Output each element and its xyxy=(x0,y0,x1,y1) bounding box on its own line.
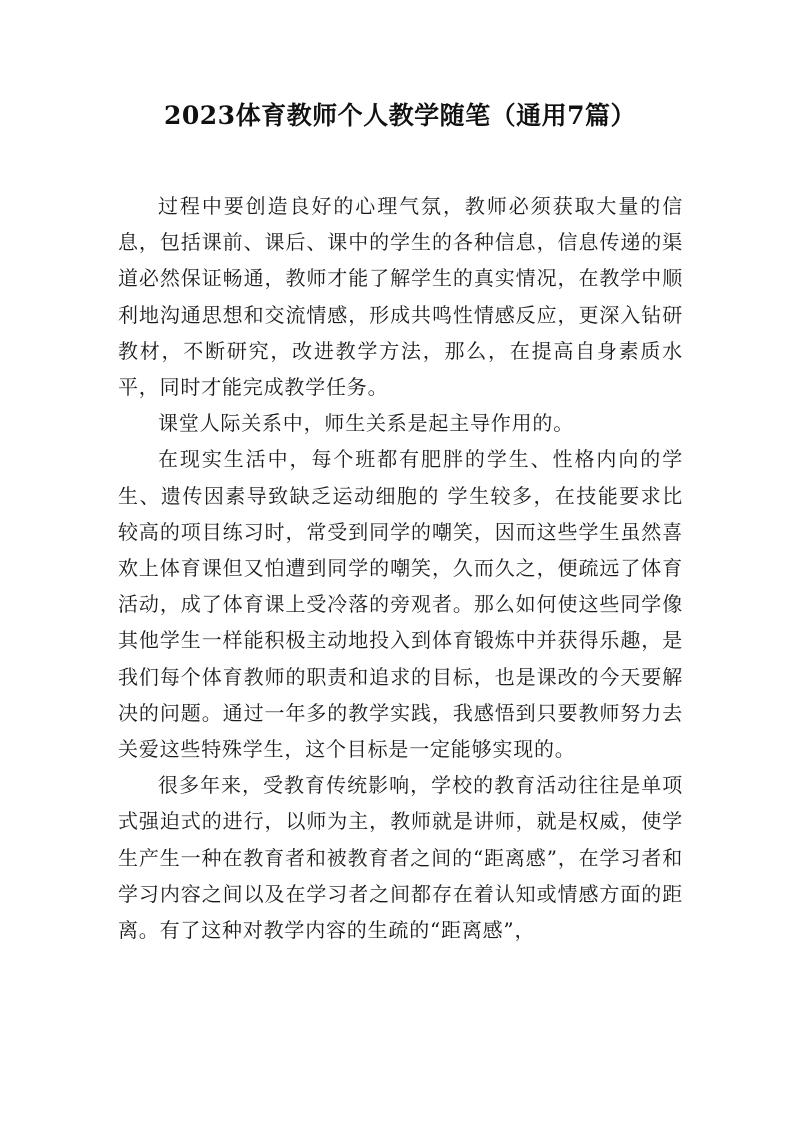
document-title: 2023体育教师个人教学随笔（通用7篇） xyxy=(164,101,636,130)
document-body xyxy=(118,188,683,948)
paragraph: 很多年来，受教育传统影响，学校的教育活动往往是单项式强迫式的进行，以师为主，教师就是讲师，就是权威，使学生产生一种在教育者和被教育者之间的“距离感”，在学习者和学习内容之间以及在学习者之间都存在着认知或情感方面的距离。有了这种对教学内容的生疏的“距离感”， xyxy=(118,773,683,943)
paragraph: 课堂人际关系中，师生关系是起主导作用的。 xyxy=(158,411,574,436)
paragraph: 过程中要创造良好的心理气氛，教师必须获取大量的信息，包括课前、课后、课中的学生的各种信息，信息传递的渠道必然保证畅通，教师才能了解学生的真实情况，在教学中顺利地沟通思想和交流情感，形成共鸣性情感反应，更深入钻研教材，不断研究，改进教学方法，那么，在提高自身素质水平，同时才能完成教学任务。 xyxy=(118,194,683,400)
paragraph: 在现实生活中，每个班都有肥胖的学生、性格内向的学生、遗传因素导致缺乏运动细胞的 学生较多，在技能要求比较高的项目练习时，常受到同学的嘲笑，因而这些学生虽然喜欢上体育课但又怕遭到同学的嘲笑，久而久之，便疏远了体育活动，成了体育课上受冷落的旁观者。那么如何使这些同学像其他学生一样能积极主动地投入到体育锻炼中并获得乐趣，是我们每个体育教师的职责和追求的目标，也是课改的今天要解决的问题。通过一年多的教学实践，我感悟到只要教师努力去关爱这些特殊学生，这个目标是一定能够实现的。 xyxy=(118,447,683,762)
